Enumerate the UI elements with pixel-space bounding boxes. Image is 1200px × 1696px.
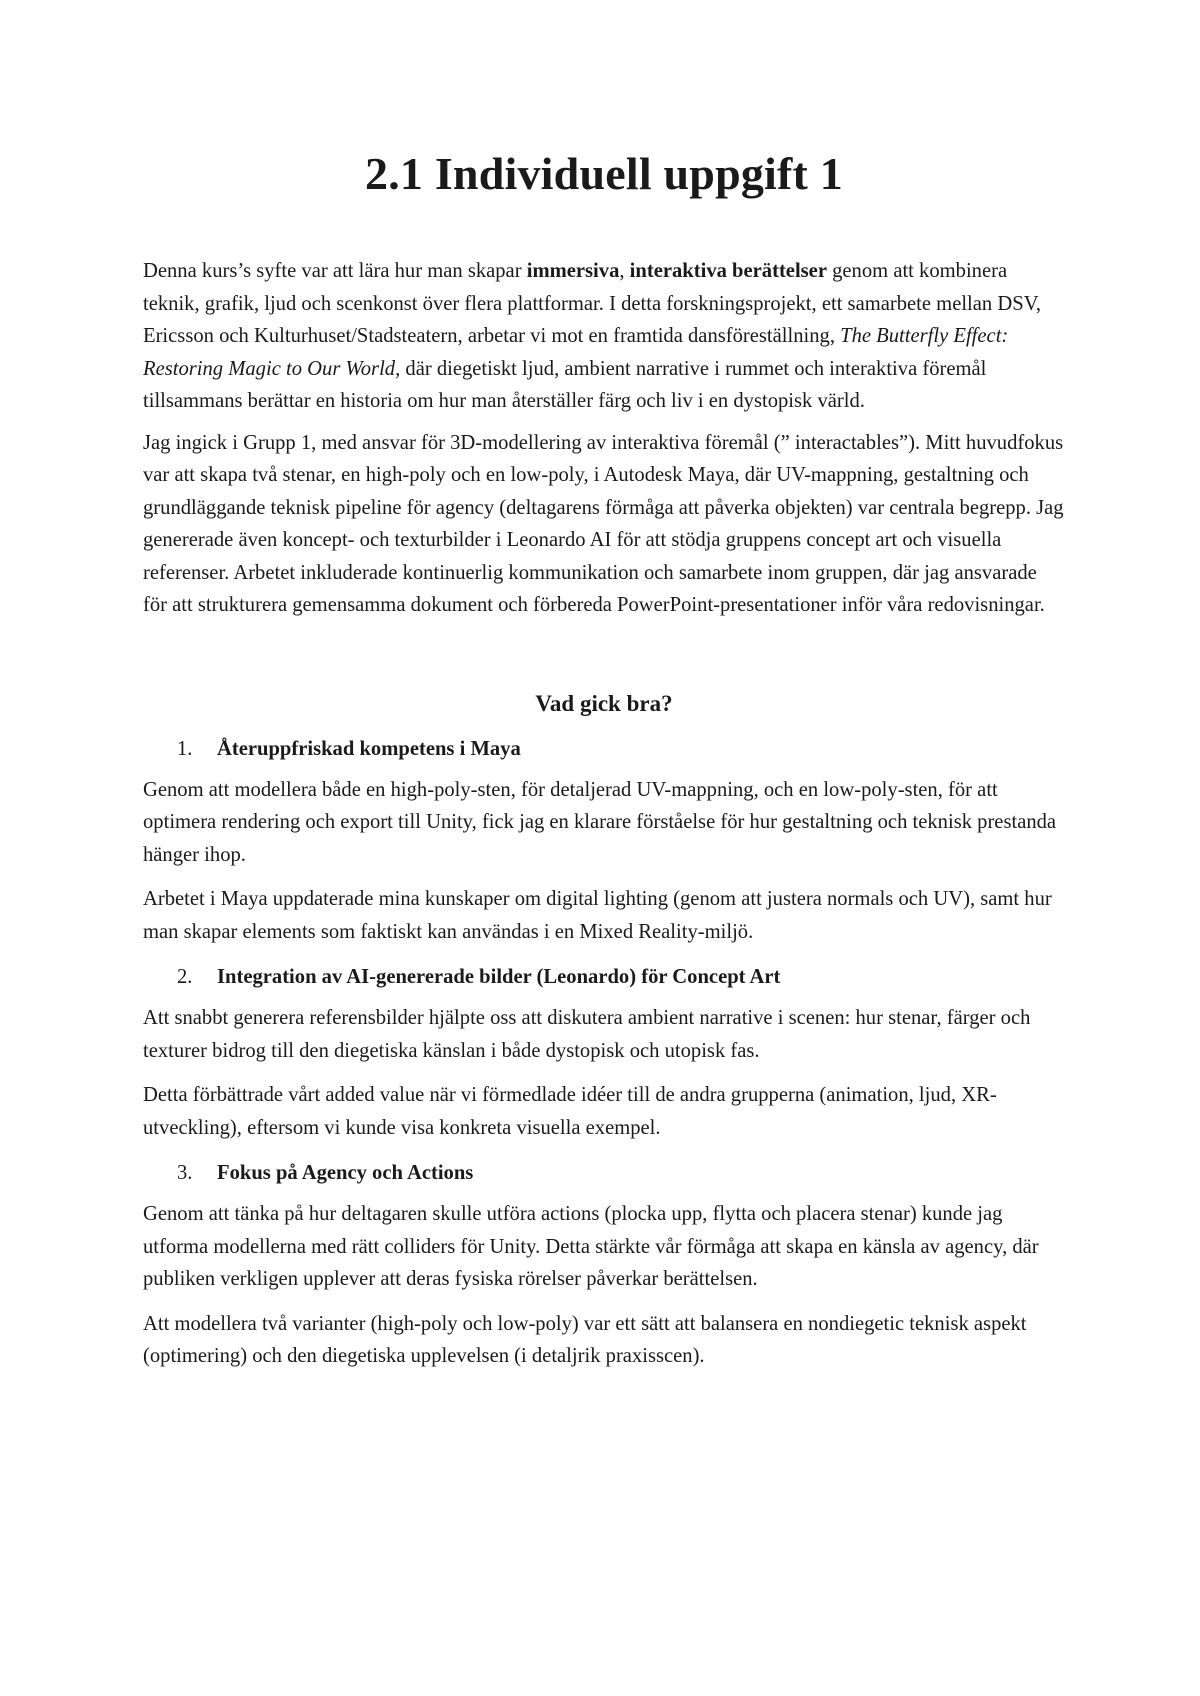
list-item-heading: Återuppfriskad kompetens i Maya bbox=[217, 737, 521, 760]
group-paragraph: Jag ingick i Grupp 1, med ansvar för 3D-modellering av interaktiva föremål (” interactables”). Mitt huvudfokus var att skapa två stenar, en high-poly och en low-poly, i Autodesk Maya, där UV-mappning, gestaltning och grundläggande teknisk pipeline för agency (deltagarens förmåga att påverka objekten) var centrala begrepp. Jag genererade även koncept- och texturbilder i Leonardo AI för att stödja gruppens concept art och visuella referenser. Arbetet inkluderade kontinuerlig kommunikation och samarbete inom gruppen, där jag ansvarade för att strukturera gemensamma dokument och förbereda PowerPoint-presentationer inför våra redovisningar. bbox=[143, 431, 1064, 616]
list-item-number: 1. bbox=[177, 737, 193, 760]
section-heading: Vad gick bra? bbox=[535, 690, 673, 716]
list-item-3-paragraph-2: Att modellera två varianter (high-poly och low-poly) var ett sätt att balansera en nondiegetic teknisk aspekt (optimering) och den diegetiska upplevelsen (i detaljrik praxisscen). bbox=[143, 1312, 1027, 1367]
intro-text-2: , bbox=[619, 260, 630, 282]
list-item-3-paragraph-1: Genom att tänka på hur deltagaren skulle utföra actions (plocka upp, flytta och placera stenar) kunde jag utforma modellerna med rätt colliders för Unity. Detta stärkte vår förmåga att skapa en känsla av agency, där publiken verkligen upplever att deras fysiska rörelser påverkar berättelsen. bbox=[143, 1203, 1039, 1290]
list-item-heading: Fokus på Agency och Actions bbox=[217, 1162, 474, 1184]
list-item-1-paragraph-1: Genom att modellera både en high-poly-sten, för detaljerad UV-mappning, och en low-poly-sten, för att optimera rendering och export till Unity, fick jag en klarare förståelse för hur gestaltning och teknisk prestanda hänger ihop. bbox=[143, 778, 1057, 866]
list-item-2 bbox=[143, 961, 1065, 993]
list-item-heading: Integration av AI-genererade bilder (Leonardo) för Concept Art bbox=[217, 966, 781, 988]
list-item-2-paragraph-2: Detta förbättrade vårt added value när vi förmedlade idéer till de andra grupperna (animation, ljud, XR-utveckling), eftersom vi kunde visa konkreta visuella exempel. bbox=[143, 1084, 997, 1139]
intro-text-4: , där diegetiskt ljud, ambient narrative i rummet och interaktiva föremål tillsammans berättar en historia om hur man återställer färg och liv i en dystopisk värld. bbox=[143, 357, 987, 412]
intro-paragraph bbox=[143, 255, 1065, 418]
page-title: 2.1 Individuell uppgift 1 bbox=[365, 148, 843, 199]
intro-bold-immersiva: immersiva bbox=[526, 260, 620, 282]
document-page bbox=[143, 0, 1065, 1373]
intro-italic-title: The Butterfly Effect: Restoring Magic to Our World bbox=[143, 325, 1009, 380]
intro-text-3: genom att kombinera teknik, grafik, ljud och scenkonst över flera plattformar. I detta forskningsprojekt, ett samarbete mellan DSV, Ericsson och Kulturhuset/Stadsteatern, arbetar vi mot en framtida dansföreställning, bbox=[143, 260, 1042, 347]
intro-bold-interaktiva: interaktiva berättelser bbox=[629, 260, 827, 282]
list-item-1-paragraph-2: Arbetet i Maya uppdaterade mina kunskaper om digital lighting (genom att justera normals och UV), samt hur man skapar elements som faktiskt kan användas i en Mixed Reality-miljö. bbox=[143, 888, 1052, 943]
list-item-2-paragraph-1: Att snabbt generera referensbilder hjälpte oss att diskutera ambient narrative i scenen: hur stenar, färger och texturer bidrog till den diegetiska känslan i både dystopisk och utopisk fas. bbox=[143, 1007, 1031, 1062]
list-item-3 bbox=[143, 1157, 1065, 1189]
list-item-1 bbox=[143, 733, 1065, 765]
intro-text-1: Denna kurs’s syfte var att lära hur man skapar bbox=[143, 260, 527, 282]
list-item-number: 2. bbox=[177, 966, 193, 988]
list-item-number: 3. bbox=[177, 1162, 193, 1184]
